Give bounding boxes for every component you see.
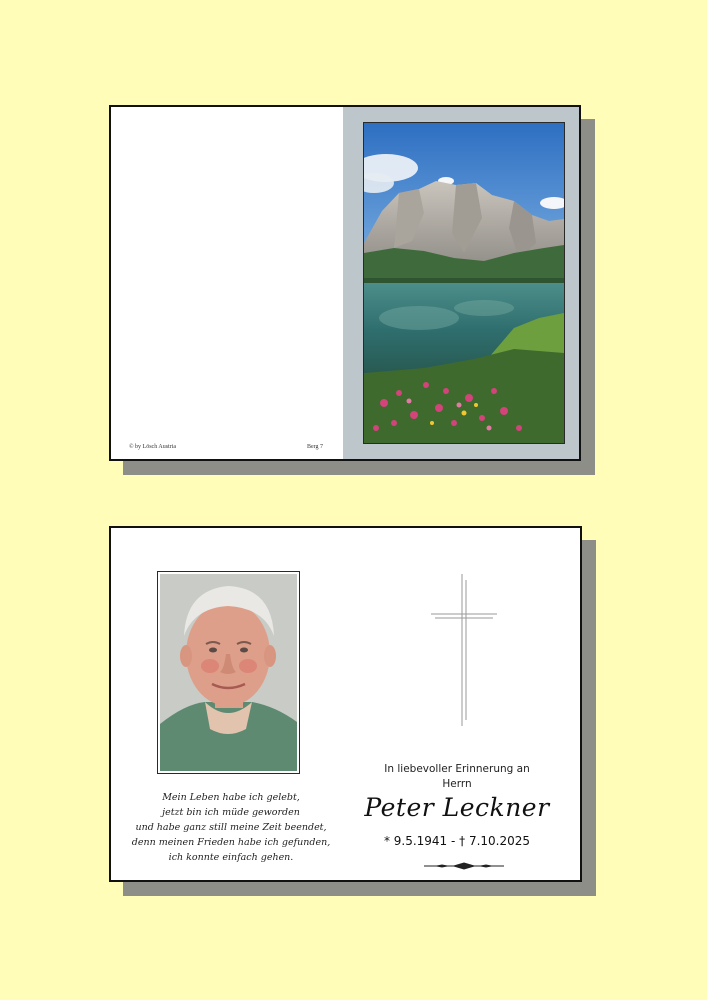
portrait-photo: [157, 571, 300, 774]
intro-line: Herrn: [442, 778, 472, 790]
divider-ornament-icon: [424, 855, 504, 874]
card-outer-side: [109, 105, 581, 461]
poem-text: [131, 790, 331, 865]
card-front-panel: [343, 107, 579, 459]
poem-line: denn meinen Frieden habe ich gefunden,: [131, 837, 331, 848]
cross-icon: [431, 574, 497, 730]
deceased-name: Peter Leckner: [364, 793, 550, 822]
poem-line: und habe ganz still meine Zeit beendet,: [135, 822, 327, 833]
copyright-text: © by Lösch Austria: [129, 444, 177, 450]
poem-line: ich konnte einfach gehen.: [168, 852, 294, 863]
poem-line: jetzt bin ich müde geworden: [162, 807, 300, 818]
card-back-panel: [111, 107, 343, 459]
intro-line: In liebevoller Erinnerung an: [384, 763, 530, 775]
remembrance-intro: [367, 762, 547, 792]
design-code-text: Berg 7: [307, 444, 324, 450]
card-inner-side: [109, 526, 582, 882]
life-dates: * 9.5.1941 - † 7.10.2025: [383, 834, 531, 848]
poem-line: Mein Leben habe ich gelebt,: [162, 792, 300, 803]
mountain-lake-image: [363, 122, 565, 444]
